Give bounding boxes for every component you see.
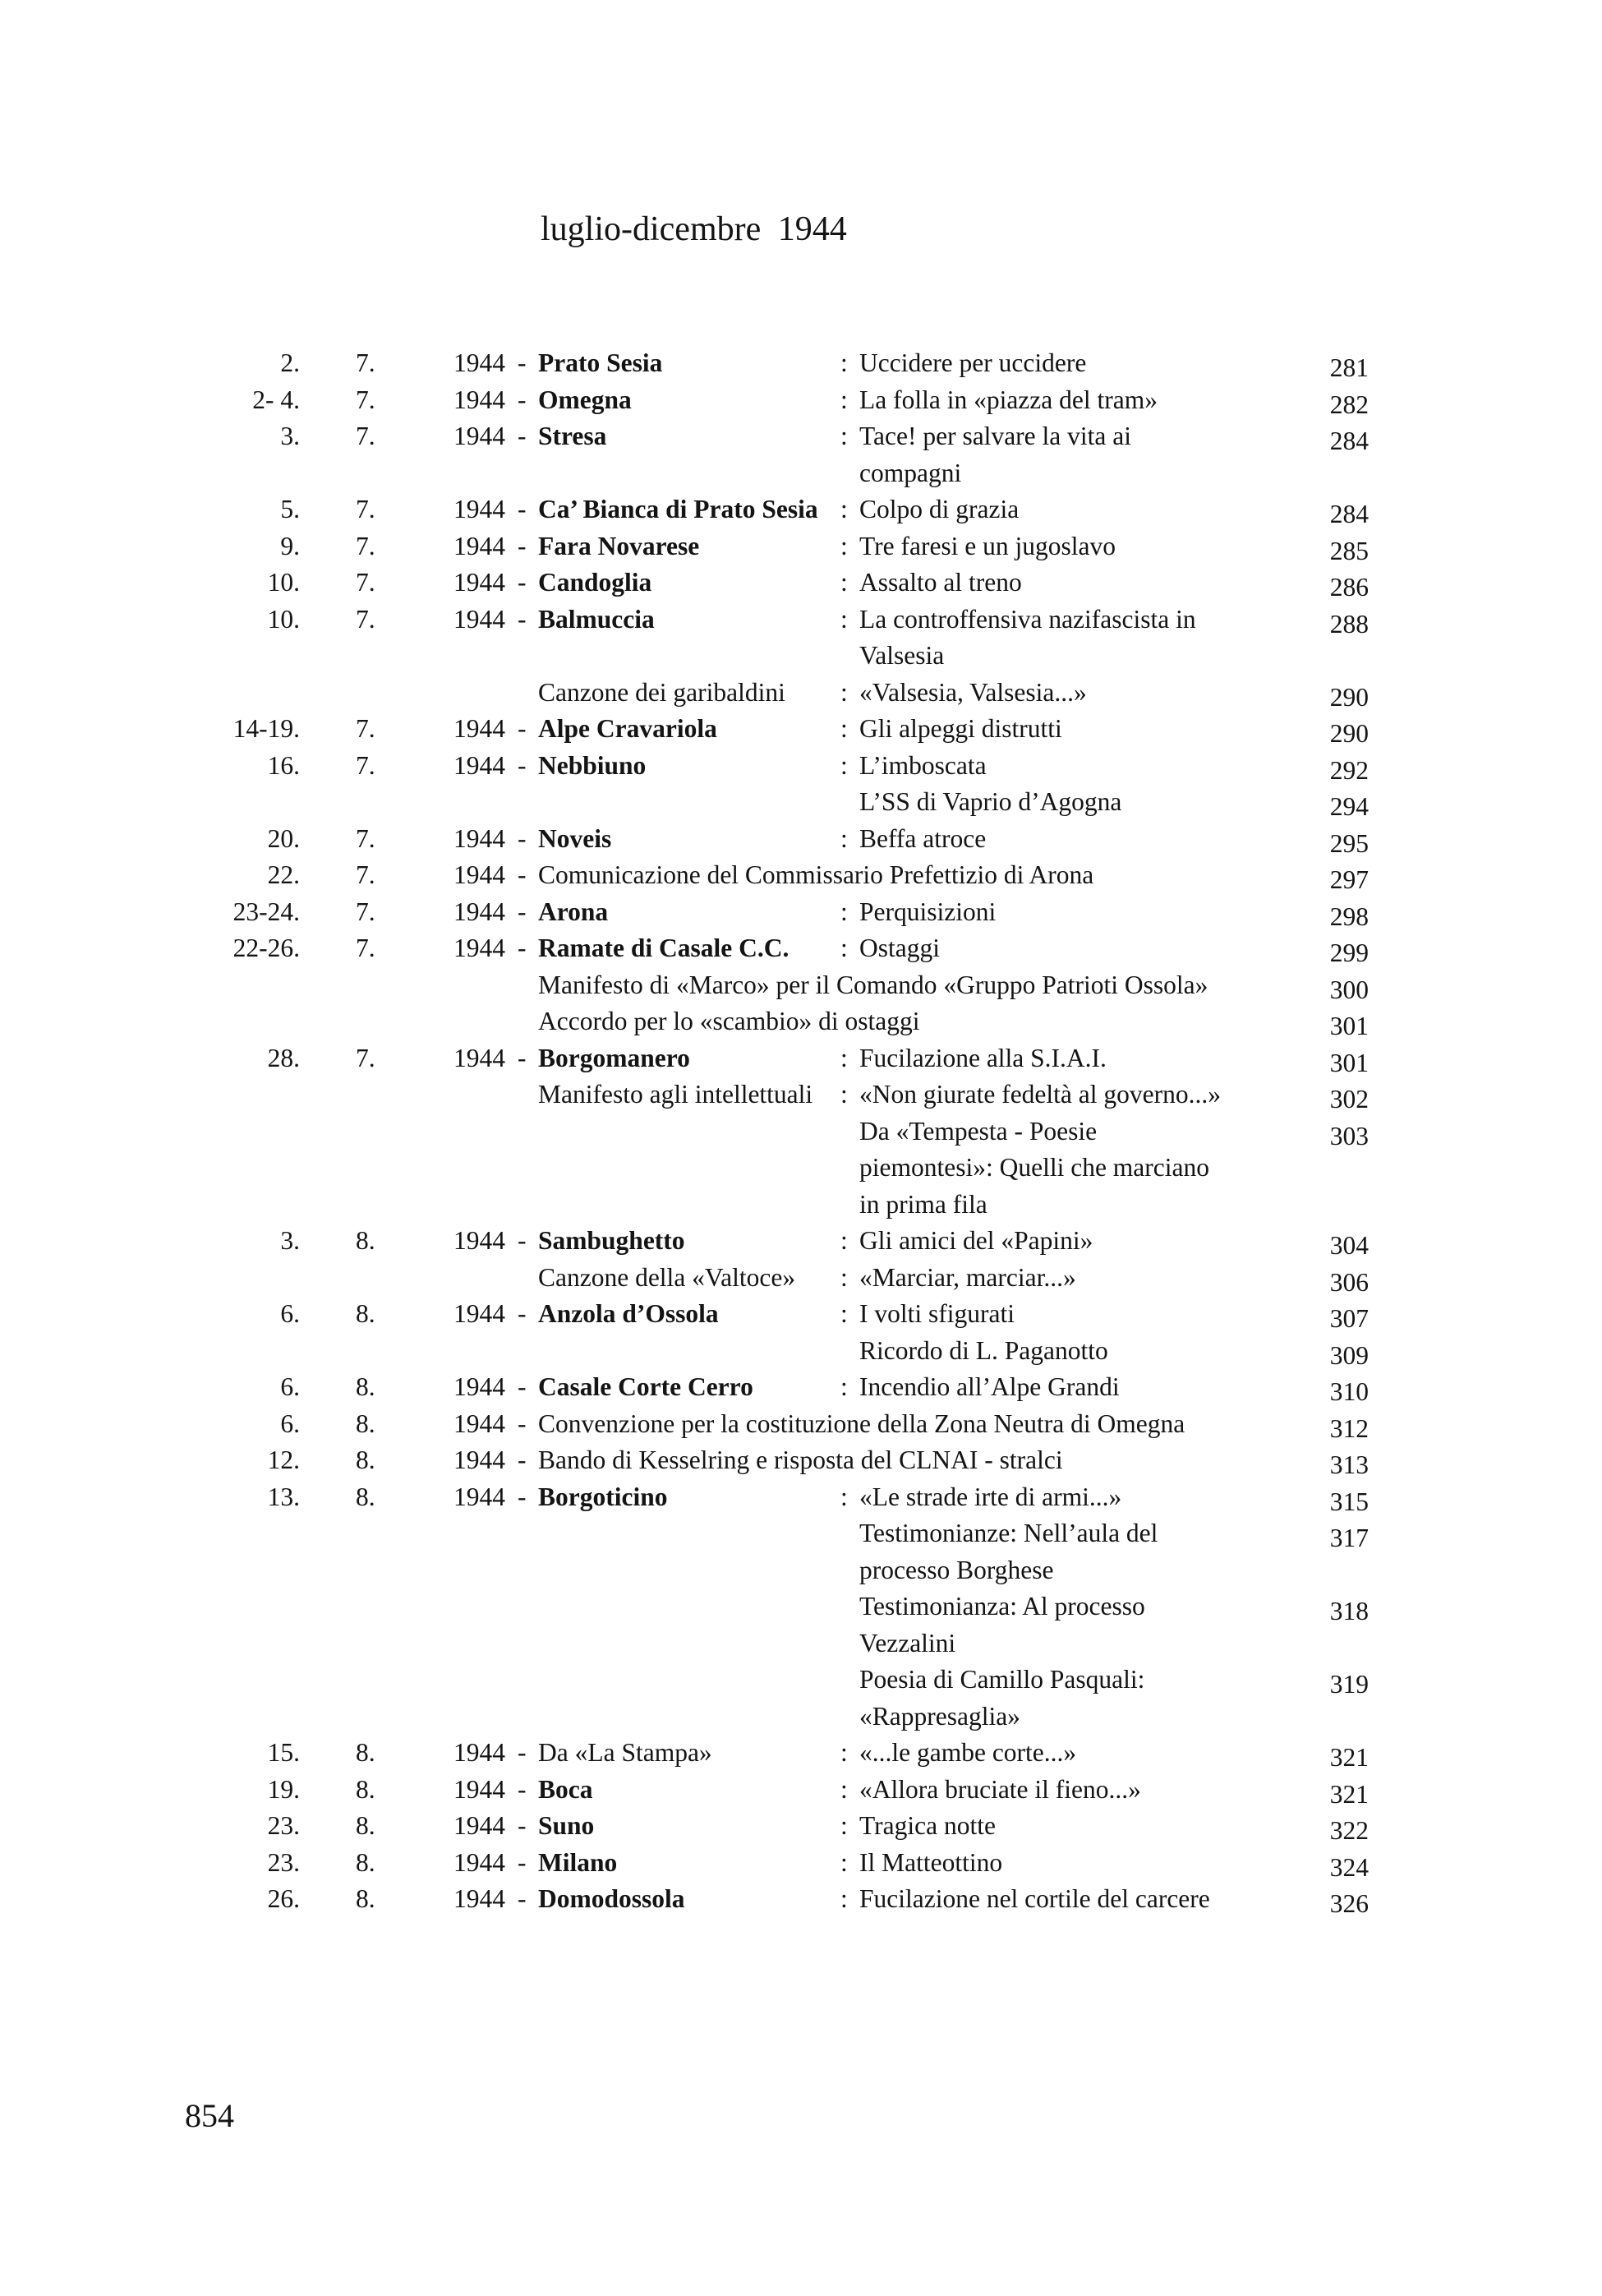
entry-month: 7. xyxy=(356,422,375,450)
entry-title: Il Matteottino xyxy=(859,1847,1003,1877)
entry-dash: - xyxy=(518,714,527,743)
index-entry xyxy=(0,1735,1602,1772)
entry-month: 8. xyxy=(356,1226,375,1255)
entry-colon: : xyxy=(840,1847,848,1877)
index-entry xyxy=(0,1515,1602,1588)
entry-page: 321 xyxy=(1329,1779,1369,1809)
entry-page: 284 xyxy=(1329,426,1369,455)
index-entry xyxy=(0,528,1602,565)
index-entry xyxy=(0,1662,1602,1735)
index-entry xyxy=(0,1077,1602,1113)
entry-colon: : xyxy=(840,714,848,743)
entry-day: 26. xyxy=(267,1884,300,1913)
entry-title: Colpo di grazia xyxy=(859,495,1020,523)
entry-year: 1944 xyxy=(453,348,505,377)
entry-day: 16. xyxy=(267,750,300,780)
entry-year: 1944 xyxy=(453,1884,505,1913)
entry-page: 284 xyxy=(1329,500,1369,528)
entry-title: La folla in «piazza del tram» xyxy=(859,385,1158,414)
entry-place: Da «La Stampa» xyxy=(538,1738,712,1767)
entry-day: 10. xyxy=(267,604,300,634)
entry-dash: - xyxy=(518,934,527,962)
entry-day: 6. xyxy=(280,1299,300,1328)
entry-page: 290 xyxy=(1329,719,1369,748)
entry-year: 1944 xyxy=(453,568,505,597)
entry-dash: - xyxy=(518,495,527,523)
entry-title: Ricordo di L. Paganotto xyxy=(859,1335,1108,1365)
entry-year: 1944 xyxy=(453,1372,505,1401)
index-entry xyxy=(0,1113,1602,1224)
entry-place: Nebbiuno xyxy=(538,750,647,780)
index-entry xyxy=(0,930,1602,967)
index-entry xyxy=(0,894,1602,931)
entry-month: 7. xyxy=(356,568,375,597)
entry-year: 1944 xyxy=(453,1445,505,1474)
entry-place: Suno xyxy=(538,1811,595,1840)
entry-day: 23. xyxy=(267,1811,300,1840)
index-entry xyxy=(0,1479,1602,1516)
entry-page: 292 xyxy=(1329,755,1369,785)
entry-text: Manifesto di «Marco» per il Comando «Gruppo Patrioti Ossola» xyxy=(538,970,1208,999)
entry-month: 7. xyxy=(356,495,375,523)
entry-year: 1944 xyxy=(453,1226,505,1255)
index-entry xyxy=(0,857,1602,894)
index-entry xyxy=(0,1808,1602,1845)
entry-year: 1944 xyxy=(453,860,505,889)
entry-label: Canzone della «Valtoce» xyxy=(538,1262,796,1292)
entry-day: 28. xyxy=(267,1043,300,1072)
entry-day: 23. xyxy=(267,1847,300,1877)
entry-month: 8. xyxy=(356,1408,375,1438)
entry-page: 321 xyxy=(1329,1743,1369,1772)
entry-colon: : xyxy=(840,604,848,634)
entry-month: 7. xyxy=(356,531,375,560)
entry-dash: - xyxy=(518,1408,527,1438)
entry-colon: : xyxy=(840,677,848,707)
entry-year: 1944 xyxy=(453,1482,505,1511)
entry-day: 6. xyxy=(280,1372,300,1401)
index-entry xyxy=(0,382,1602,419)
entry-colon: : xyxy=(840,1226,848,1255)
entry-month: 7. xyxy=(356,750,375,780)
index-entry xyxy=(0,565,1602,602)
entry-page: 300 xyxy=(1329,975,1369,1004)
entry-colon: : xyxy=(840,1738,848,1767)
entry-day: 15. xyxy=(267,1738,300,1767)
entry-text: Convenzione per la costituzione della Zona Neutra di Omegna xyxy=(538,1408,1185,1438)
entry-colon: : xyxy=(840,1262,848,1292)
entry-day: 13. xyxy=(267,1482,300,1511)
entry-year: 1944 xyxy=(453,1774,505,1804)
entry-title: «Non giurate fedeltà al governo...» xyxy=(859,1080,1221,1109)
entry-day: 22. xyxy=(267,860,300,889)
entry-dash: - xyxy=(518,823,527,853)
entry-day: 9. xyxy=(280,531,300,560)
entry-place: Milano xyxy=(538,1847,618,1877)
entry-title: Testimonianze: Nell’aula del processo Borghese xyxy=(859,1519,1158,1584)
entry-dash: - xyxy=(518,1774,527,1804)
entry-day: 2. xyxy=(280,348,300,377)
entry-page: 310 xyxy=(1329,1377,1369,1406)
entry-month: 8. xyxy=(356,1847,375,1877)
entry-place: Prato Sesia xyxy=(538,348,663,377)
entry-month: 7. xyxy=(356,385,375,414)
entry-day: 6. xyxy=(280,1408,300,1438)
entry-title: Uccidere per uccidere xyxy=(859,348,1087,377)
entry-year: 1944 xyxy=(453,1738,505,1767)
entry-dash: - xyxy=(518,1884,527,1913)
entry-page: 285 xyxy=(1329,536,1369,565)
entry-dash: - xyxy=(518,897,527,926)
entry-day: 23-24. xyxy=(232,897,300,926)
entry-place: Fara Novarese xyxy=(538,531,700,560)
entry-page: 318 xyxy=(1329,1597,1369,1625)
entry-year: 1944 xyxy=(453,934,505,962)
entry-place: Ca’ Bianca di Prato Sesia xyxy=(538,495,818,523)
entry-dash: - xyxy=(518,385,527,414)
entry-colon: : xyxy=(840,422,848,450)
entry-title: Fucilazione alla S.I.A.I. xyxy=(859,1043,1107,1072)
entry-year: 1944 xyxy=(453,1043,505,1072)
entry-page: 288 xyxy=(1329,609,1369,639)
entry-year: 1944 xyxy=(453,422,505,450)
entry-title: «Valsesia, Valsesia...» xyxy=(859,677,1087,707)
entry-page: 303 xyxy=(1329,1121,1369,1150)
entry-page: 301 xyxy=(1329,1048,1369,1077)
index-entry xyxy=(0,821,1602,858)
entry-title: «Marciar, marciar...» xyxy=(859,1262,1076,1292)
entry-month: 8. xyxy=(356,1811,375,1840)
entry-colon: : xyxy=(840,385,848,414)
entry-title: Fucilazione nel cortile del carcere xyxy=(859,1884,1210,1913)
entry-month: 7. xyxy=(356,897,375,926)
entry-page: 309 xyxy=(1329,1340,1369,1370)
entry-title: I volti sfigurati xyxy=(859,1299,1015,1328)
entry-text: Bando di Kesselring e risposta del CLNAI - stralci xyxy=(538,1445,1063,1474)
index-entry xyxy=(0,1333,1602,1370)
entry-month: 8. xyxy=(356,1299,375,1328)
index-entry xyxy=(0,1003,1602,1040)
entry-page: 290 xyxy=(1329,682,1369,712)
entry-text: Accordo per lo «scambio» di ostaggi xyxy=(538,1007,920,1035)
index-entry xyxy=(0,967,1602,1004)
entry-page: 306 xyxy=(1329,1267,1369,1297)
entry-day: 19. xyxy=(267,1774,300,1804)
entry-page: 281 xyxy=(1329,353,1369,382)
entry-day: 5. xyxy=(280,495,300,523)
entry-page: 312 xyxy=(1329,1413,1369,1443)
entry-page: 286 xyxy=(1329,573,1369,602)
entry-month: 8. xyxy=(356,1884,375,1913)
index-entries xyxy=(0,345,1602,1918)
entry-year: 1944 xyxy=(453,823,505,853)
entry-month: 8. xyxy=(356,1445,375,1474)
index-entry xyxy=(0,602,1602,675)
entry-year: 1944 xyxy=(453,495,505,523)
index-entry xyxy=(0,1881,1602,1918)
entry-dash: - xyxy=(518,1445,527,1474)
entry-page: 302 xyxy=(1329,1085,1369,1113)
entry-year: 1944 xyxy=(453,1408,505,1438)
index-entry xyxy=(0,418,1602,491)
index-entry xyxy=(0,1260,1602,1297)
entry-dash: - xyxy=(518,860,527,889)
entry-page: 294 xyxy=(1329,792,1369,821)
entry-colon: : xyxy=(840,531,848,560)
entry-place: Boca xyxy=(538,1774,593,1804)
entry-dash: - xyxy=(518,1299,527,1328)
entry-dash: - xyxy=(518,1847,527,1877)
entry-label: Canzone dei garibaldini xyxy=(538,677,785,707)
entry-page: 319 xyxy=(1329,1670,1369,1699)
entry-dash: - xyxy=(518,750,527,780)
entry-dash: - xyxy=(518,1811,527,1840)
entry-title: Tragica notte xyxy=(859,1811,996,1840)
entry-place: Borgoticino xyxy=(538,1482,668,1511)
index-entry xyxy=(0,491,1602,528)
entry-day: 3. xyxy=(280,1226,300,1255)
index-entry xyxy=(0,1406,1602,1443)
entry-year: 1944 xyxy=(453,750,505,780)
entry-month: 7. xyxy=(356,348,375,377)
entry-day: 22-26. xyxy=(232,934,300,962)
entry-title: L’imboscata xyxy=(859,750,987,780)
entry-colon: : xyxy=(840,1299,848,1328)
entry-dash: - xyxy=(518,568,527,597)
entry-title: Perquisizioni xyxy=(859,897,997,926)
entry-colon: : xyxy=(840,897,848,926)
entry-year: 1944 xyxy=(453,897,505,926)
entry-page: 326 xyxy=(1329,1889,1369,1918)
entry-month: 7. xyxy=(356,1043,375,1072)
entry-year: 1944 xyxy=(453,714,505,743)
entry-title: «...le gambe corte...» xyxy=(859,1738,1077,1767)
entry-page: 301 xyxy=(1329,1012,1369,1040)
entry-dash: - xyxy=(518,604,527,634)
entry-page: 297 xyxy=(1329,865,1369,894)
index-entry xyxy=(0,748,1602,785)
entry-day: 2- 4. xyxy=(252,385,300,414)
entry-place: Alpe Cravariola xyxy=(538,714,717,743)
entry-page: 304 xyxy=(1329,1231,1369,1260)
entry-month: 7. xyxy=(356,860,375,889)
index-entry xyxy=(0,1296,1602,1333)
entry-title: Ostaggi xyxy=(859,934,940,962)
entry-place: Anzola d’Ossola xyxy=(538,1299,719,1328)
entry-page: 324 xyxy=(1329,1852,1369,1882)
entry-place: Arona xyxy=(538,897,609,926)
entry-page: 315 xyxy=(1329,1487,1369,1516)
entry-colon: : xyxy=(840,823,848,853)
entry-colon: : xyxy=(840,1372,848,1401)
entry-day: 10. xyxy=(267,568,300,597)
entry-month: 7. xyxy=(356,823,375,853)
entry-month: 8. xyxy=(356,1482,375,1511)
entry-year: 1944 xyxy=(453,1847,505,1877)
entry-dash: - xyxy=(518,531,527,560)
entry-title: Tre faresi e un jugoslavo xyxy=(859,531,1116,560)
entry-dash: - xyxy=(518,1043,527,1072)
entry-dash: - xyxy=(518,1226,527,1255)
entry-month: 8. xyxy=(356,1372,375,1401)
entry-colon: : xyxy=(840,1811,848,1840)
page-title: luglio-dicembre 1944 xyxy=(541,210,847,248)
entry-place: Stresa xyxy=(538,422,607,450)
entry-page: 299 xyxy=(1329,938,1369,967)
entry-place: Noveis xyxy=(538,823,612,853)
entry-title: Gli amici del «Papini» xyxy=(859,1226,1093,1255)
entry-colon: : xyxy=(840,1043,848,1072)
entry-place: Domodossola xyxy=(538,1884,685,1913)
index-entry xyxy=(0,1369,1602,1406)
entry-place: Balmuccia xyxy=(538,604,655,634)
entry-month: 7. xyxy=(356,604,375,634)
entry-colon: : xyxy=(840,1774,848,1804)
entry-page: 317 xyxy=(1329,1524,1369,1552)
entry-year: 1944 xyxy=(453,1299,505,1328)
entry-title: Testimonianza: Al processo Vezzalini xyxy=(859,1592,1145,1657)
entry-title: Da «Tempesta - Poesie piemontesi»: Quelli che marciano in prima fila xyxy=(859,1116,1209,1219)
index-entry xyxy=(0,1588,1602,1662)
entry-colon: : xyxy=(840,1482,848,1511)
index-entry xyxy=(0,1845,1602,1882)
entry-day: 14-19. xyxy=(232,714,300,743)
entry-colon: : xyxy=(840,1884,848,1913)
index-entry xyxy=(0,1772,1602,1809)
entry-dash: - xyxy=(518,1372,527,1401)
entry-place: Candoglia xyxy=(538,568,652,597)
entry-dash: - xyxy=(518,348,527,377)
index-entry xyxy=(0,1040,1602,1077)
entry-dash: - xyxy=(518,422,527,450)
index-entry xyxy=(0,675,1602,712)
entry-colon: : xyxy=(840,495,848,523)
entry-title: Tace! per salvare la vita ai compagni xyxy=(859,422,1131,487)
entry-day: 12. xyxy=(267,1445,300,1474)
entry-year: 1944 xyxy=(453,1811,505,1840)
entry-title: «Le strade irte di armi...» xyxy=(859,1482,1122,1511)
page-number: 854 xyxy=(185,2097,234,2134)
entry-text: Comunicazione del Commissario Prefettizio di Arona xyxy=(538,860,1094,889)
entry-month: 8. xyxy=(356,1738,375,1767)
entry-year: 1944 xyxy=(453,604,505,634)
entry-title: Poesia di Camillo Pasquali: «Rappresaglia» xyxy=(859,1665,1145,1731)
entry-title: Beffa atroce xyxy=(859,823,987,853)
entry-colon: : xyxy=(840,1080,848,1109)
entry-day: 20. xyxy=(267,823,300,853)
entry-page: 298 xyxy=(1329,901,1369,931)
entry-place: Ramate di Casale C.C. xyxy=(538,934,789,962)
entry-month: 7. xyxy=(356,934,375,962)
entry-dash: - xyxy=(518,1482,527,1511)
entry-dash: - xyxy=(518,1738,527,1767)
entry-page: 322 xyxy=(1329,1816,1369,1845)
entry-colon: : xyxy=(840,750,848,780)
index-entry xyxy=(0,784,1602,821)
index-entry xyxy=(0,1223,1602,1260)
entry-colon: : xyxy=(840,934,848,962)
entry-month: 7. xyxy=(356,714,375,743)
entry-title: La controffensiva nazifascista in Valsesia xyxy=(859,604,1196,670)
entry-year: 1944 xyxy=(453,531,505,560)
index-entry xyxy=(0,711,1602,748)
entry-page: 307 xyxy=(1329,1304,1369,1333)
entry-day: 3. xyxy=(280,422,300,450)
entry-place: Borgomanero xyxy=(538,1043,690,1072)
entry-colon: : xyxy=(840,568,848,597)
entry-place: Sambughetto xyxy=(538,1226,685,1255)
entry-title: Incendio all’Alpe Grandi xyxy=(859,1372,1120,1401)
entry-place: Casale Corte Cerro xyxy=(538,1372,753,1401)
entry-title: L’SS di Vaprio d’Agogna xyxy=(859,787,1122,816)
entry-title: Gli alpeggi distrutti xyxy=(859,714,1062,743)
index-entry xyxy=(0,1442,1602,1479)
entry-title: «Allora bruciate il fieno...» xyxy=(859,1774,1141,1804)
entry-place: Omegna xyxy=(538,385,632,414)
entry-title: Assalto al treno xyxy=(859,568,1022,597)
entry-year: 1944 xyxy=(453,385,505,414)
entry-month: 8. xyxy=(356,1774,375,1804)
entry-page: 295 xyxy=(1329,828,1369,858)
entry-page: 282 xyxy=(1329,390,1369,419)
entry-colon: : xyxy=(840,348,848,377)
index-entry xyxy=(0,345,1602,382)
entry-page: 313 xyxy=(1329,1450,1369,1479)
entry-label: Manifesto agli intellettuali xyxy=(538,1080,813,1109)
